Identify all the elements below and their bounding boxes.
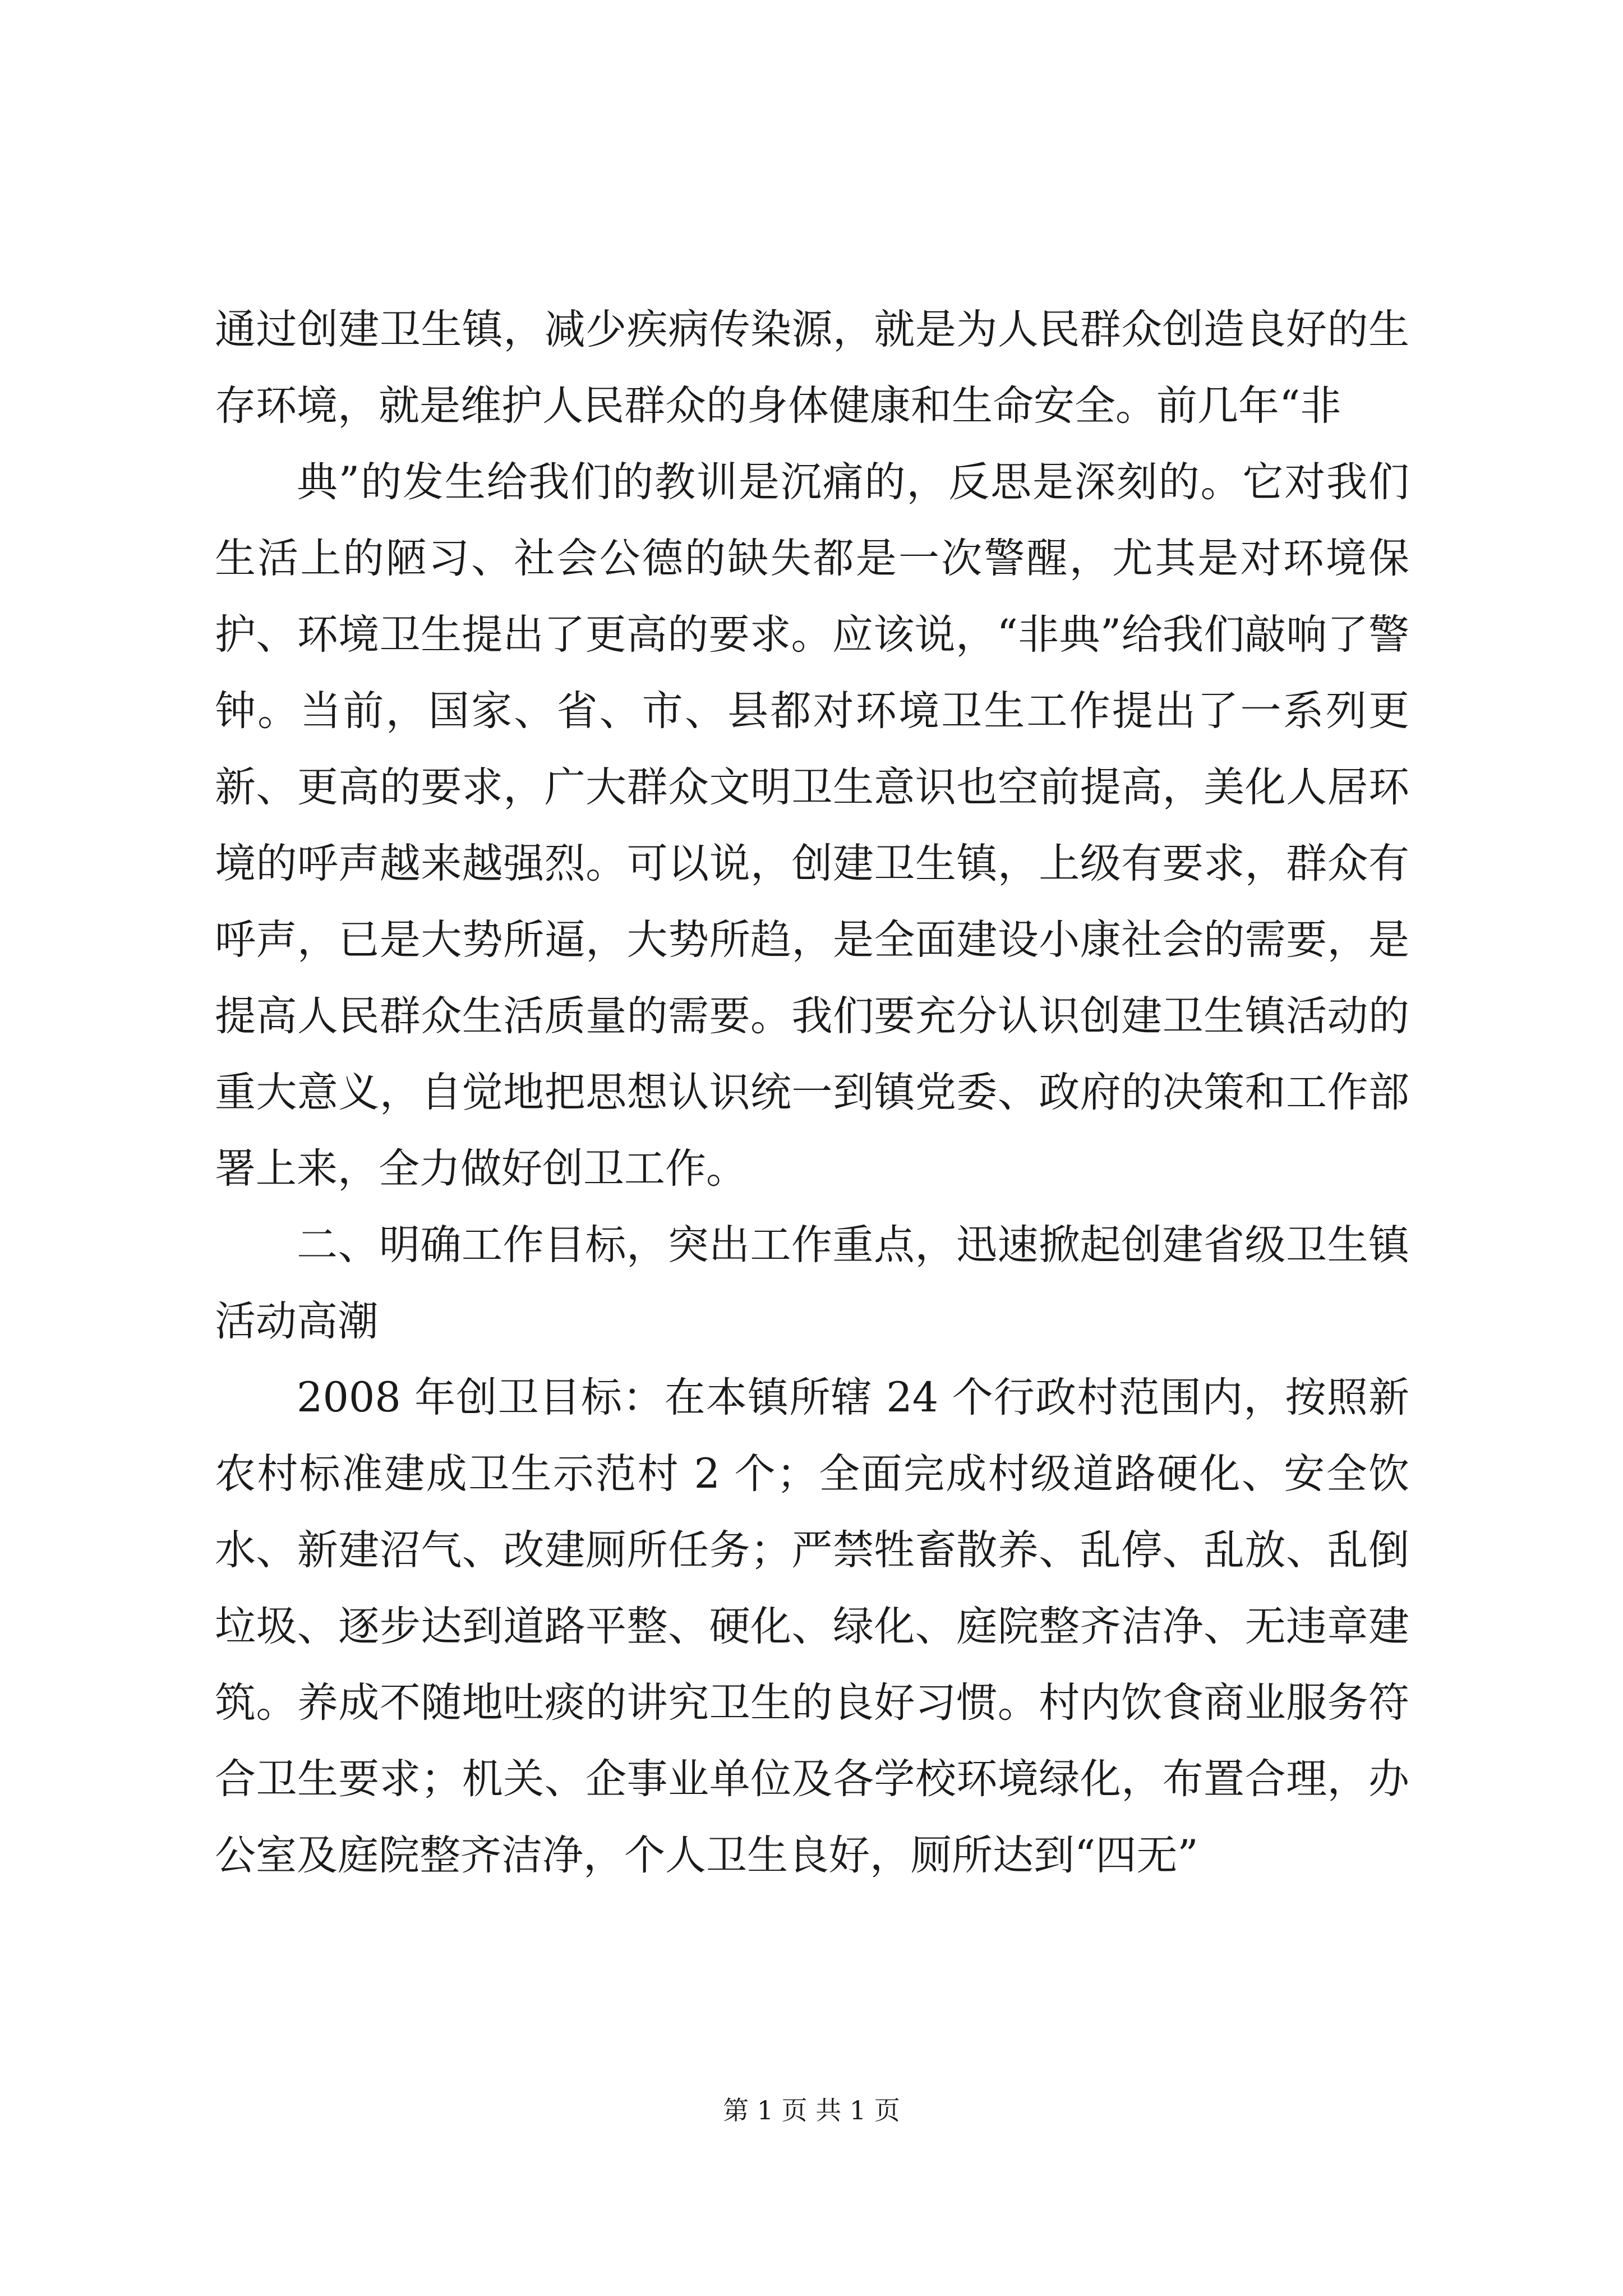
paragraph-1: 通过创建卫生镇，减少疾病传染源，就是为人民群众创造良好的生存环境，就是维护人民群众的身体健康和生命安全。前几年“非 bbox=[215, 306, 1409, 430]
paragraph-2: 典”的发生给我们的教训是沉痛的，反思是深刻的。它对我们生活上的陋习、社会公德的缺失都是一次警醒，尤其是对环境保护、环境卫生提出了更高的要求。应该说，“非典”给我们敲响了警钟。当前，国家、省、市、县都对环境卫生工作提出了一系列更新、更高的要求，广大群众文明卫生意识也空前提高，美化人居环境的呼声越来越强烈。可以说，创建卫生镇，上级有要求，群众有呼声，已是大势所逼，大势所趋，是全面建设小康社会的需要，是提高人民群众生活质量的需要。我们要充分认识创建卫生镇活动的重大意义，自觉地把思想认识统一到镇党委、政府的决策和工作部署上来，全力做好创卫工作。 bbox=[215, 458, 1409, 1193]
section-heading-2: 二、明确工作目标，突出工作重点，迅速掀起创建省级卫生镇活动高潮 bbox=[215, 1221, 1409, 1345]
paragraph-3: 2008 年创卫目标：在本镇所辖 24 个行政村范围内，按照新农村标准建成卫生示范村 2 个；全面完成村级道路硬化、安全饮水、新建沼气、改建厕所任务；严禁牲畜散养、乱停、乱放、乱倒垃圾、逐步达到道路平整、硬化、绿化、庭院整齐洁净、无违章建筑。养成不随地吐痰的讲究卫生的良好习惯。村内饮食商业服务符合卫生要求；机关、企事业单位及各学校环境绿化，布置合理，办公室及庭院整齐洁净，个人卫生良好，厕所达到“四无” bbox=[215, 1374, 1409, 1879]
page-footer: 第 1 页 共 1 页 bbox=[723, 2095, 900, 2125]
document-body bbox=[215, 292, 1409, 1894]
